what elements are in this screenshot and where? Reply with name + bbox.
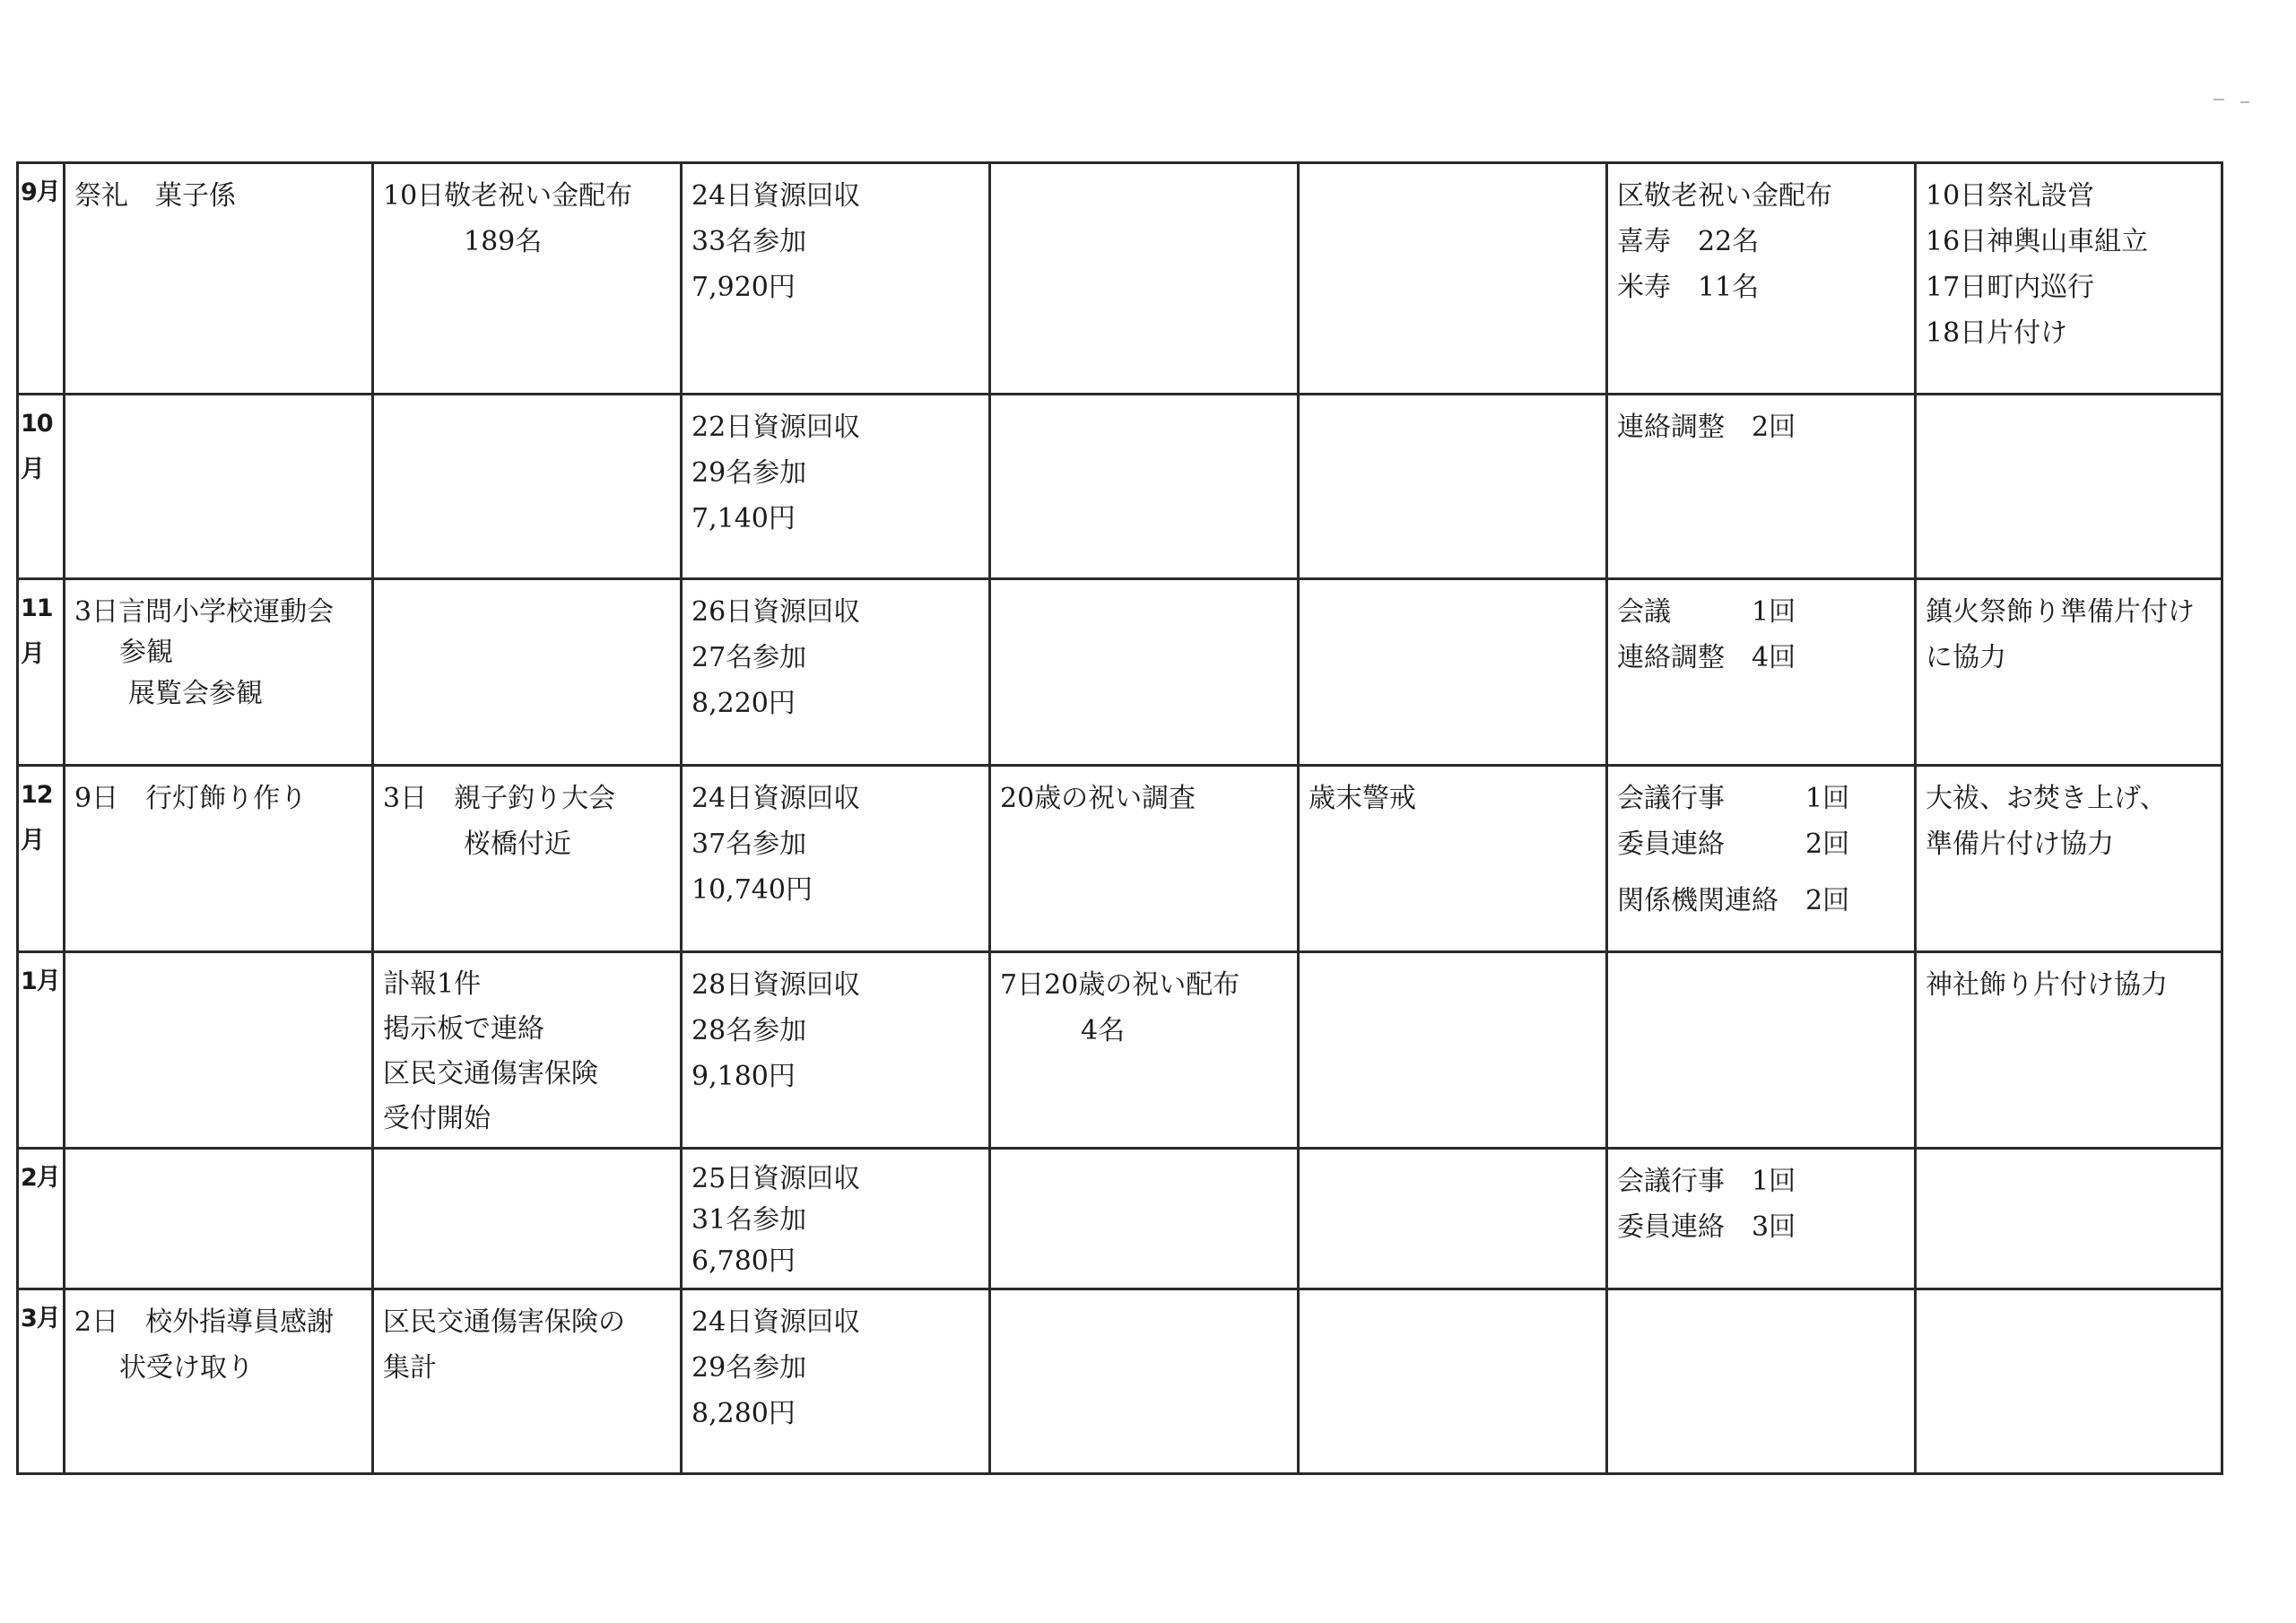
- table-cell: [65, 952, 373, 1149]
- cell-text: 訃報1件: [383, 968, 482, 1000]
- cell-text: 3日 親子釣り大会: [383, 783, 616, 814]
- table-cell: [1299, 1149, 1607, 1289]
- cell-text: 区民交通傷害保険: [383, 1058, 598, 1089]
- table-cell: [682, 395, 990, 579]
- table-cell: [682, 952, 990, 1149]
- table-row: [18, 766, 2222, 952]
- table-cell: [65, 163, 373, 395]
- cell-text: 準備片付け協力: [1926, 829, 2114, 860]
- table-cell: [682, 1289, 990, 1474]
- table-cell: [65, 1149, 373, 1289]
- scan-mark: [2240, 101, 2249, 103]
- cell-text: 受付開始: [383, 1103, 491, 1134]
- cell-text: 喜寿 22名: [1617, 226, 1760, 257]
- table-cell: [990, 1289, 1299, 1474]
- table-cell: [682, 766, 990, 952]
- table-cell: [1607, 163, 1916, 395]
- table-cell: [1299, 163, 1607, 395]
- table-cell: [1916, 1149, 2222, 1289]
- cell-text: 189名: [464, 226, 543, 257]
- table-row: [18, 952, 2222, 1149]
- table-cell: [1607, 1149, 1916, 1289]
- monthly-activity-table: [16, 161, 2223, 1475]
- cell-text: 会議行事 1回: [1617, 783, 1850, 814]
- cell-text: 歳末警戒: [1309, 783, 1416, 814]
- cell-text: 連絡調整 2回: [1617, 412, 1796, 443]
- cell-text: 10日祭礼設営: [1926, 180, 2095, 212]
- cell-text: 委員連絡 2回: [1617, 829, 1850, 860]
- cell-text: 7,140円: [691, 503, 796, 534]
- table-cell: [1299, 766, 1607, 952]
- month-label: 11月: [18, 579, 65, 766]
- cell-text: 6,780円: [691, 1245, 796, 1277]
- cell-text: 区敬老祝い金配布: [1617, 180, 1832, 212]
- table-row: [18, 1289, 2222, 1474]
- table-cell: [1916, 766, 2222, 952]
- cell-text: 桜橋付近: [464, 829, 571, 860]
- table-cell: [1607, 766, 1916, 952]
- cell-text: 18日片付け: [1926, 317, 2068, 349]
- month-label: 2月: [18, 1149, 65, 1289]
- cell-text: 24日資源回収: [691, 783, 861, 814]
- cell-text: 26日資源回収: [691, 596, 861, 628]
- cell-text: 17日町内巡行: [1926, 272, 2095, 303]
- scan-mark: [2213, 99, 2224, 100]
- cell-text: 22日資源回収: [691, 412, 861, 443]
- cell-text: 連絡調整 4回: [1617, 642, 1796, 673]
- table-cell: [65, 766, 373, 952]
- month-label: 12月: [18, 766, 65, 952]
- table-cell: [1916, 952, 2222, 1149]
- cell-text: 29名参加: [691, 1352, 807, 1384]
- table-cell: [1299, 395, 1607, 579]
- cell-text: 4名: [1081, 1015, 1126, 1046]
- table-row: [18, 163, 2222, 395]
- cell-text: 2日 校外指導員感謝: [74, 1306, 335, 1338]
- cell-text: 鎮火祭飾り準備片付け: [1926, 596, 2195, 628]
- cell-text: 掲示板で連絡: [383, 1013, 544, 1045]
- cell-text: 37名参加: [691, 829, 807, 860]
- table-cell: [373, 1289, 682, 1474]
- cell-text: 祭礼 菓子係: [74, 180, 236, 212]
- table-cell: [373, 579, 682, 766]
- table-cell: [1916, 579, 2222, 766]
- cell-text: 24日資源回収: [691, 1306, 861, 1338]
- table-cell: [65, 395, 373, 579]
- table-cell: [1916, 163, 2222, 395]
- cell-text: 16日神輿山車組立: [1926, 226, 2149, 257]
- table-cell: [990, 952, 1299, 1149]
- cell-text: 区民交通傷害保険の: [383, 1306, 625, 1338]
- table-cell: [1607, 952, 1916, 1149]
- table-cell: [1916, 1289, 2222, 1474]
- month-label: 9月: [18, 163, 65, 395]
- cell-text: 大祓、お焚き上げ、: [1926, 783, 2167, 814]
- table-cell: [990, 395, 1299, 579]
- table-cell: [990, 766, 1299, 952]
- cell-text: 関係機関連絡 2回: [1617, 885, 1850, 916]
- table-cell: [373, 163, 682, 395]
- cell-text: 29名参加: [691, 457, 807, 489]
- table-cell: [1299, 579, 1607, 766]
- cell-text: 25日資源回収: [691, 1163, 861, 1194]
- cell-text: に協力: [1926, 642, 2006, 673]
- table-cell: [1607, 395, 1916, 579]
- cell-text: 会議行事 1回: [1617, 1166, 1796, 1197]
- cell-text: 31名参加: [691, 1204, 807, 1236]
- cell-text: 集計: [383, 1352, 437, 1384]
- cell-text: 8,220円: [691, 688, 796, 719]
- cell-text: 28日資源回収: [691, 969, 861, 1001]
- cell-text: 参観: [119, 637, 173, 668]
- cell-text: 委員連絡 3回: [1617, 1211, 1796, 1243]
- cell-text: 10,740円: [691, 874, 813, 906]
- cell-text: 9,180円: [691, 1061, 796, 1092]
- table-cell: [65, 1289, 373, 1474]
- table-cell: [1607, 579, 1916, 766]
- table-cell: [65, 579, 373, 766]
- cell-text: 33名参加: [691, 226, 807, 257]
- cell-text: 9日 行灯飾り作り: [74, 783, 308, 814]
- cell-text: 27名参加: [691, 642, 807, 673]
- cell-text: 8,280円: [691, 1398, 796, 1429]
- cell-text: 20歳の祝い調査: [1000, 783, 1196, 814]
- table-cell: [373, 766, 682, 952]
- table-row: [18, 1149, 2222, 1289]
- table-cell: [373, 1149, 682, 1289]
- cell-text: 神社飾り片付け協力: [1926, 969, 2168, 1001]
- table-cell: [682, 579, 990, 766]
- table-cell: [1916, 395, 2222, 579]
- cell-text: 状受け取り: [119, 1352, 254, 1384]
- cell-text: 会議 1回: [1617, 596, 1796, 628]
- table-row: [18, 395, 2222, 579]
- cell-text: 7日20歳の祝い配布: [1000, 969, 1240, 1001]
- cell-text: 展覧会参観: [128, 678, 263, 709]
- table-cell: [990, 579, 1299, 766]
- month-label: 10月: [18, 395, 65, 579]
- cell-text: 7,920円: [691, 272, 796, 303]
- cell-text: 米寿 11名: [1617, 272, 1760, 303]
- table-cell: [1299, 952, 1607, 1149]
- table-cell: [682, 163, 990, 395]
- table-cell: [373, 395, 682, 579]
- table-cell: [373, 952, 682, 1149]
- table-cell: [682, 1149, 990, 1289]
- cell-text: 24日資源回収: [691, 180, 861, 212]
- month-label: 1月: [18, 952, 65, 1149]
- month-label: 3月: [18, 1289, 65, 1474]
- table-cell: [1607, 1289, 1916, 1474]
- table-cell: [990, 163, 1299, 395]
- table-row: [18, 579, 2222, 766]
- table-cell: [1299, 1289, 1607, 1474]
- table-cell: [990, 1149, 1299, 1289]
- cell-text: 10日敬老祝い金配布: [383, 180, 633, 212]
- cell-text: 28名参加: [691, 1015, 807, 1046]
- cell-text: 3日言問小学校運動会: [74, 596, 335, 628]
